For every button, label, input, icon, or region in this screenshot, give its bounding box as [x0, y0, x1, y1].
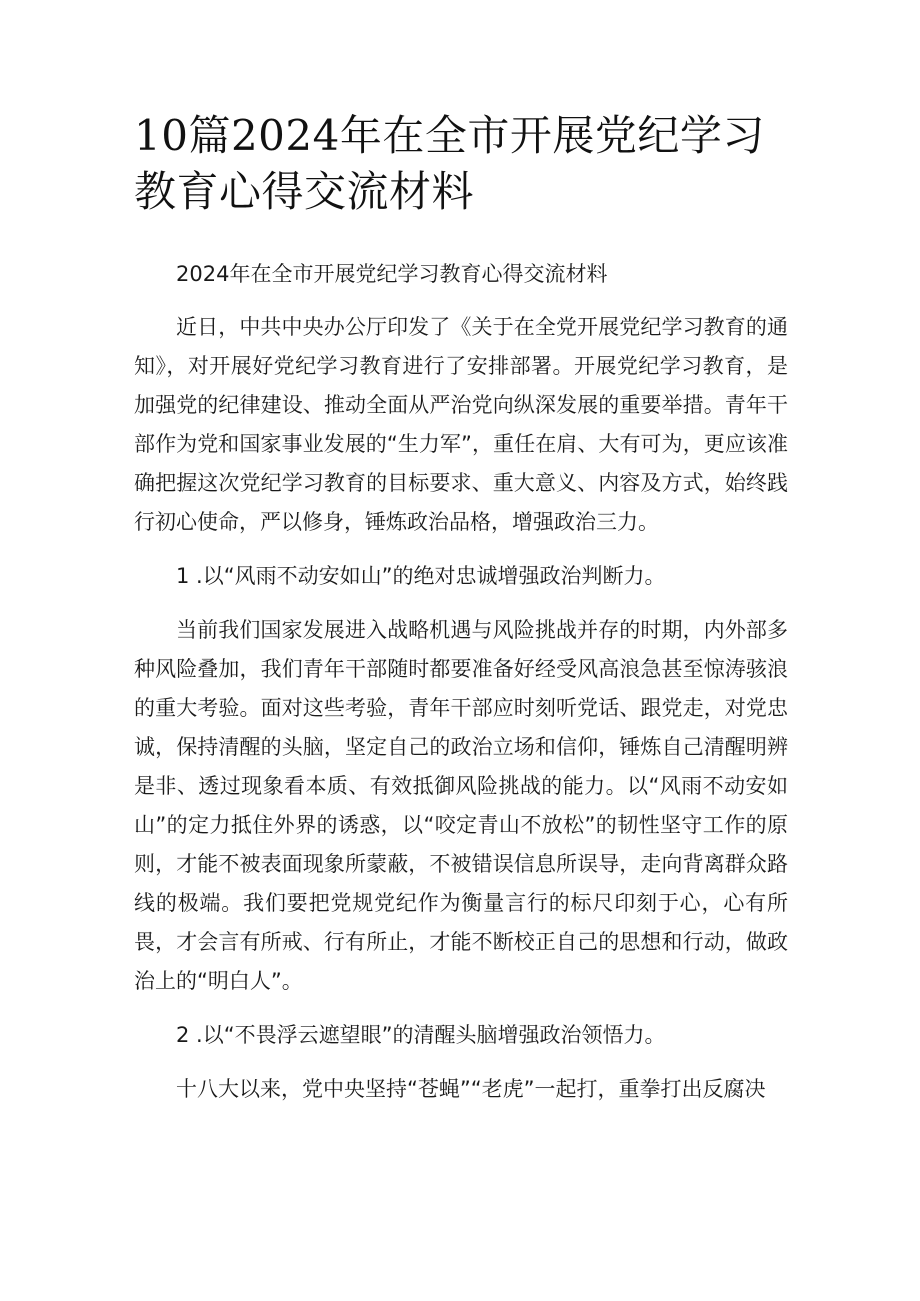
section-heading-2: 2 .以“不畏浮云遮望眼”的清醒头脑增强政治领悟力。 [176, 1023, 666, 1047]
section-heading-1: 1 .以“风雨不动安如山”的绝对忠诚增强政治判断力。 [176, 564, 666, 588]
paragraph-section-1: 当前我们国家发展进入战略机遇与风险挑战并存的时期，内外部多种风险叠加，我们青年干部随时都要准备好经受风高浪急甚至惊涛骇浪的重大考验。面对这些考验，青年干部应时刻听党话、跟党走，对党忠诚，保持清醒的头脑，坚定自己的政治立场和信仰，锤炼自己清醒明辨是非、透过现象看本质、有效抵御风险挑战的能力。以“风雨不动安如山”的定力抵住外界的诱惑，以“咬定青山不放松”的韧性坚守工作的原则，才能不被表面现象所蒙蔽，不被错误信息所误导，走向背离群众路线的极端。我们要把党规党纪作为衡量言行的标尺印刻于心，心有所畏，才会言有所戒、行有所止，才能不断校正自己的思想和行动，做政治上的“明白人”。 [134, 618, 788, 993]
document-title: 10篇2024年在全市开展党纪学习教育心得交流材料 [134, 111, 765, 216]
paragraph-section-2: 十八大以来，党中央坚持“苍蝇”“老虎”一起打，重拳打出反腐决 [176, 1077, 766, 1101]
document-subtitle: 2024年在全市开展党纪学习教育心得交流材料 [176, 262, 608, 286]
document-body [134, 255, 788, 1124]
paragraph-intro: 近日，中共中央办公厅印发了《关于在全党开展党纪学习教育的通知》，对开展好党纪学习教育进行了安排部署。开展党纪学习教育，是加强党的纪律建设、推动全面从严治党向纵深发展的重要举措。青年干部作为党和国家事业发展的“生力军”，重任在肩、大有可为，更应该准确把握这次党纪学习教育的目标要求、重大意义、内容及方式，始终践行初心使命，严以修身，锤炼政治品格，增强政治三力。 [134, 315, 788, 534]
